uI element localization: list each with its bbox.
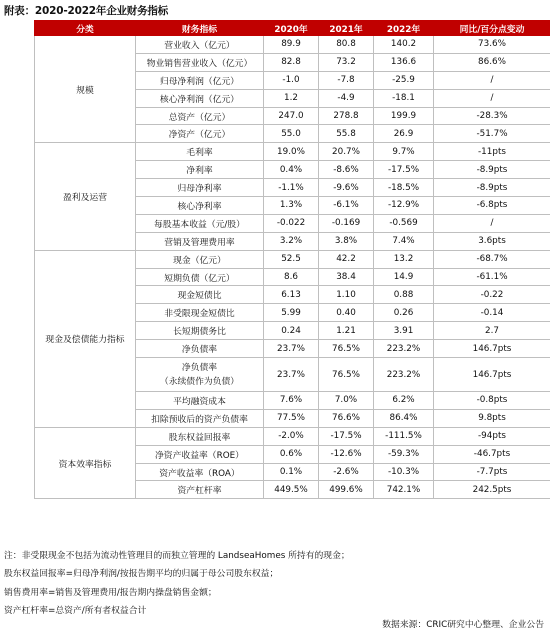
financial-table [34,20,550,499]
indicator-cell: 净负债率 （永续债作为负债） [136,358,264,392]
indicator-cell: 长短期债务比 [136,322,264,340]
value-cell: 7.4% [374,232,434,250]
value-cell: 742.1% [374,481,434,499]
header-indicator: 财务指标 [136,21,264,36]
value-cell: -2.0% [264,427,319,445]
indicator-cell: 现金（亿元） [136,250,264,268]
header-change: 同比/百分点变动 [434,21,550,36]
table-row [35,143,550,161]
indicator-cell: 归母净利率 [136,179,264,197]
value-cell: 23.7% [264,358,319,392]
header-2021: 2021年 [319,21,374,36]
value-cell: -10.3% [374,463,434,481]
value-cell: 3.91 [374,322,434,340]
value-cell: 1.2 [264,89,319,107]
value-cell: -0.169 [319,214,374,232]
indicator-cell: 每股基本收益（元/股） [136,214,264,232]
value-cell: -46.7pts [434,445,550,463]
value-cell: 242.5pts [434,481,550,499]
indicator-cell: 股东权益回报率 [136,427,264,445]
value-cell: 0.88 [374,286,434,304]
value-cell: 5.99 [264,304,319,322]
table-row [35,250,550,268]
indicator-cell: 短期负债（亿元） [136,268,264,286]
value-cell: -0.14 [434,304,550,322]
value-cell: 73.2 [319,53,374,71]
value-cell: -12.9% [374,197,434,215]
value-cell: 1.3% [264,197,319,215]
value-cell: 38.4 [319,268,374,286]
value-cell: -0.569 [374,214,434,232]
value-cell: -7.7pts [434,463,550,481]
category-cell: 盈利及运营 [35,143,136,250]
value-cell: 3.6pts [434,232,550,250]
value-cell: / [434,214,550,232]
value-cell: -8.9pts [434,161,550,179]
indicator-cell: 净利率 [136,161,264,179]
value-cell: / [434,71,550,89]
category-cell: 资本效率指标 [35,427,136,499]
value-cell: -17.5% [319,427,374,445]
value-cell: 136.6 [374,53,434,71]
note-line: 注：非受限现金不包括为流动性管理目的而独立管理的 LandseaHomes 所持有的现金； [4,551,350,561]
value-cell: 9.7% [374,143,434,161]
value-cell: 77.5% [264,409,319,427]
value-cell: 499.6% [319,481,374,499]
notes [4,547,350,621]
value-cell: 146.7pts [434,340,550,358]
value-cell: -8.9pts [434,179,550,197]
value-cell: 52.5 [264,250,319,268]
header-2022: 2022年 [374,21,434,36]
note-line: 资产杠杆率=总资产/所有者权益合计 [4,606,147,617]
value-cell: 73.6% [434,36,550,54]
value-cell: 23.7% [264,340,319,358]
value-cell: 20.7% [319,143,374,161]
value-cell: 6.2% [374,392,434,410]
value-cell: / [434,89,550,107]
value-cell: 86.6% [434,53,550,71]
indicator-cell: 资产收益率（ROA） [136,463,264,481]
value-cell: 449.5% [264,481,319,499]
value-cell: 278.8 [319,107,374,125]
value-cell: 8.6 [264,268,319,286]
value-cell: 7.0% [319,392,374,410]
value-cell: 42.2 [319,250,374,268]
value-cell: 3.8% [319,232,374,250]
value-cell: 13.2 [374,250,434,268]
value-cell: -0.8pts [434,392,550,410]
table-title: 附表：2020-2022年企业财务指标 [4,5,169,17]
indicator-cell: 净资产收益率（ROE） [136,445,264,463]
indicator-cell: 归母净利润（亿元） [136,71,264,89]
value-cell: -6.8pts [434,197,550,215]
value-cell: -17.5% [374,161,434,179]
value-cell: 55.8 [319,125,374,143]
indicator-cell: 平均融资成本 [136,392,264,410]
value-cell: -9.6% [319,179,374,197]
value-cell: -0.022 [264,214,319,232]
value-cell: 0.26 [374,304,434,322]
indicator-cell: 营业收入（亿元） [136,36,264,54]
value-cell: -111.5% [374,427,434,445]
value-cell: 146.7pts [434,358,550,392]
value-cell: -28.3% [434,107,550,125]
value-cell: 86.4% [374,409,434,427]
value-cell: 0.6% [264,445,319,463]
value-cell: 199.9 [374,107,434,125]
value-cell: -6.1% [319,197,374,215]
value-cell: 82.8 [264,53,319,71]
indicator-cell: 毛利率 [136,143,264,161]
value-cell: 140.2 [374,36,434,54]
value-cell: -2.6% [319,463,374,481]
category-cell: 现金及偿债能力指标 [35,250,136,427]
value-cell: -59.3% [374,445,434,463]
category-cell: 规模 [35,36,136,143]
value-cell: 223.2% [374,340,434,358]
value-cell: -12.6% [319,445,374,463]
value-cell: 55.0 [264,125,319,143]
value-cell: -0.22 [434,286,550,304]
value-cell: 76.5% [319,358,374,392]
value-cell: -51.7% [434,125,550,143]
indicator-cell: 净负债率 [136,340,264,358]
value-cell: 247.0 [264,107,319,125]
header-row [35,21,550,36]
value-cell: -7.8 [319,71,374,89]
value-cell: 223.2% [374,358,434,392]
note-line: 股东权益回报率=归母净利润/按报告期平均的归属于母公司股东权益； [4,569,279,580]
indicator-cell: 营销及管理费用率 [136,232,264,250]
header-category: 分类 [35,21,136,36]
data-source: 数据来源：CRIC研究中心整理、企业公告 [382,620,544,630]
value-cell: 0.1% [264,463,319,481]
indicator-cell: 总资产（亿元） [136,107,264,125]
indicator-cell: 扣除预收后的资产负债率 [136,409,264,427]
value-cell: 76.6% [319,409,374,427]
indicator-cell: 非受限现金短债比 [136,304,264,322]
value-cell: -68.7% [434,250,550,268]
value-cell: 19.0% [264,143,319,161]
value-cell: 80.8 [319,36,374,54]
value-cell: -1.0 [264,71,319,89]
indicator-cell: 核心净利率 [136,197,264,215]
table-row [35,36,550,54]
indicator-cell: 现金短债比 [136,286,264,304]
value-cell: 0.4% [264,161,319,179]
value-cell: -18.5% [374,179,434,197]
value-cell: -25.9 [374,71,434,89]
value-cell: 76.5% [319,340,374,358]
indicator-cell: 物业销售营业收入（亿元） [136,53,264,71]
value-cell: 3.2% [264,232,319,250]
value-cell: 9.8pts [434,409,550,427]
indicator-cell: 资产杠杆率 [136,481,264,499]
value-cell: 0.24 [264,322,319,340]
value-cell: -4.9 [319,89,374,107]
header-2020: 2020年 [264,21,319,36]
indicator-cell: 净资产（亿元） [136,125,264,143]
value-cell: 26.9 [374,125,434,143]
value-cell: 1.10 [319,286,374,304]
value-cell: -11pts [434,143,550,161]
value-cell: -18.1 [374,89,434,107]
value-cell: -1.1% [264,179,319,197]
value-cell: 1.21 [319,322,374,340]
value-cell: 7.6% [264,392,319,410]
value-cell: 0.40 [319,304,374,322]
value-cell: 89.9 [264,36,319,54]
value-cell: -61.1% [434,268,550,286]
table-row [35,427,550,445]
value-cell: -8.6% [319,161,374,179]
indicator-cell: 核心净利润（亿元） [136,89,264,107]
note-line: 销售费用率=销售及管理费用/报告期内操盘销售金额； [4,587,217,598]
value-cell: 14.9 [374,268,434,286]
value-cell: -94pts [434,427,550,445]
value-cell: 2.7 [434,322,550,340]
value-cell: 6.13 [264,286,319,304]
